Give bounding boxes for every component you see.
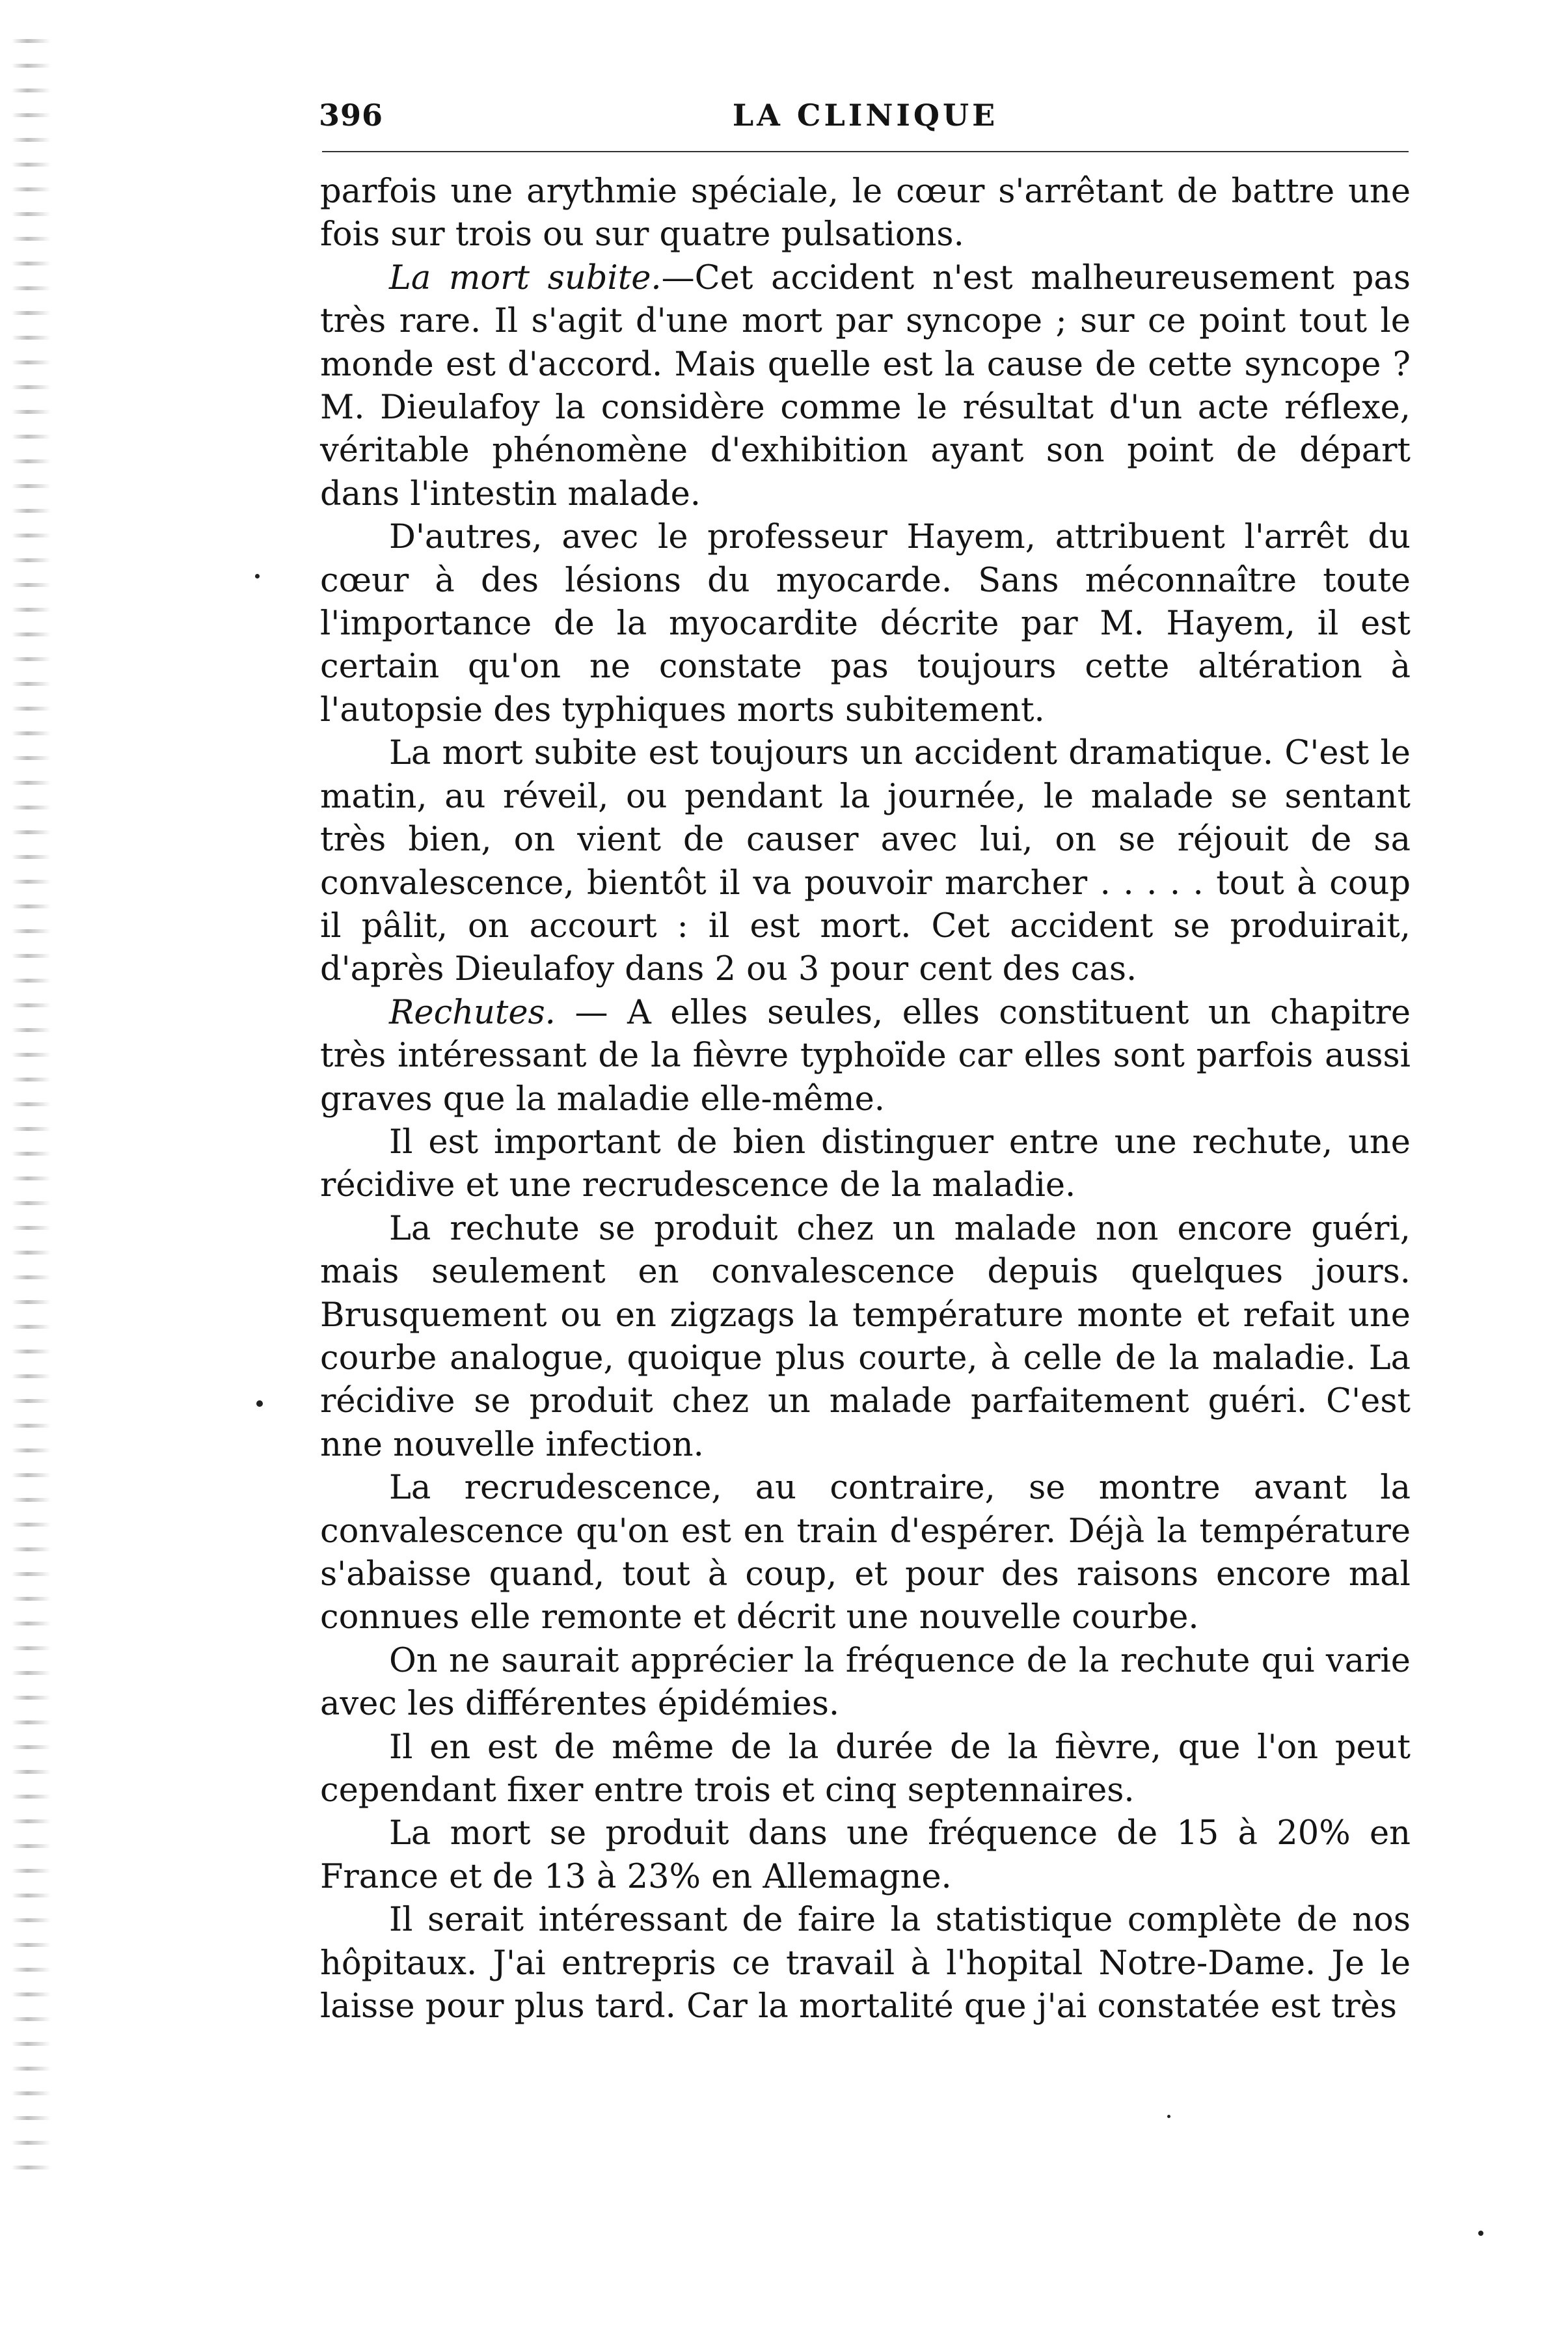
paragraph-text: Il serait intéressant de faire la statistique complète de nos hôpitaux. J'ai entrepris ce travail à l'hopital Notre-Dame. Je le laisse pour plus tard. Car la mortalité que j'ai constatée est très	[320, 1901, 1411, 2026]
paragraph	[320, 1726, 1411, 1813]
running-title: LA CLINIQUE	[732, 98, 999, 133]
paragraph-text: La mort subite est toujours un accident dramatique. C'est le matin, au réveil, ou pendant la journée, le malade se sentant très bien, on vient de causer avec lui, on se réjouit de sa convalescence, bientôt il va pouvoir marcher . . . . . tout à coup il pâlit, on accourt : il est mort. Cet accident se produirait, d'après Dieulafoy dans 2 ou 3 pour cent des cas.	[320, 734, 1411, 989]
paragraph-text: La recrudescence, au contraire, se montre avant la convalescence qu'on est en train d'espérer. Déjà la température s'abaisse quand, tout à coup, et pour des raisons encore mal connues elle remonte et décrit une nouvelle courbe.	[320, 1469, 1411, 1637]
paragraph	[320, 1208, 1411, 1467]
scan-speck	[256, 1400, 263, 1407]
paragraph	[320, 170, 1411, 257]
paragraph-text: Il est important de bien distinguer entre une rechute, une récidive et une recrudescence de la maladie.	[320, 1122, 1411, 1205]
paragraph	[320, 257, 1411, 516]
page-number: 396	[319, 98, 384, 133]
scan-speck	[1167, 2115, 1170, 2118]
page-header	[319, 98, 1412, 137]
paragraph-text: parfois une arythmie spéciale, le cœur s'arrêtant de battre une fois sur trois ou sur quatre pulsations.	[320, 172, 1411, 254]
paragraph-text: — A elles seules, elles constituent un chapitre très intéressant de la fièvre typhoïde car elles sont parfois aussi graves que la maladie elle-même.	[320, 993, 1411, 1119]
paragraph-text: D'autres, avec le professeur Hayem, attribuent l'arrêt du cœur à des lésions du myocarde. Sans méconnaître toute l'importance de la myocardite décrite par M. Hayem, il est certain qu'on ne constate pas toujours cette altération à l'autopsie des typhiques morts subitement.	[320, 518, 1411, 729]
paragraph-lead: Rechutes.	[389, 993, 556, 1032]
scan-edge-artifact	[12, 39, 51, 2186]
paragraph-text: —Cet accident n'est malheureusement pas très rare. Il s'agit d'une mort par syncope ; sur ce point tout le monde est d'accord. Mais quelle est la cause de cette syncope ? M. Dieulafoy la considère comme le résultat d'un acte réflexe, véritable phénomène d'exhibition ayant son point de départ dans l'intestin malade.	[320, 258, 1411, 513]
scan-speck	[255, 574, 260, 578]
header-rule	[322, 151, 1409, 152]
paragraph-lead: La mort subite.	[389, 258, 662, 297]
paragraph-text: La rechute se produit chez un malade non encore guéri, mais seulement en convalescence depuis quelques jours. Brusquement ou en zigzags la température monte et refait une courbe analogue, quoique plus courte, à celle de la maladie. La récidive se produit chez un malade parfaitement guéri. C'est nne nouvelle infection.	[320, 1209, 1411, 1464]
paragraph-text: On ne saurait apprécier la fréquence de la rechute qui varie avec les différentes épidémies.	[320, 1641, 1411, 1724]
paragraph	[320, 1899, 1411, 2028]
paragraph	[320, 732, 1411, 991]
paragraph-text: La mort se produit dans une fréquence de 15 à 20% en France et de 13 à 23% en Allemagne.	[320, 1814, 1411, 1896]
body-text	[320, 170, 1411, 2028]
paragraph-text: Il en est de même de la durée de la fièvre, que l'on peut cependant fixer entre trois et cinq septennaires.	[320, 1728, 1411, 1810]
paragraph	[320, 1121, 1411, 1208]
paragraph	[320, 1812, 1411, 1899]
paragraph	[320, 992, 1411, 1121]
paragraph	[320, 516, 1411, 732]
scan-speck	[1478, 2231, 1483, 2236]
paragraph	[320, 1467, 1411, 1640]
paragraph	[320, 1640, 1411, 1726]
